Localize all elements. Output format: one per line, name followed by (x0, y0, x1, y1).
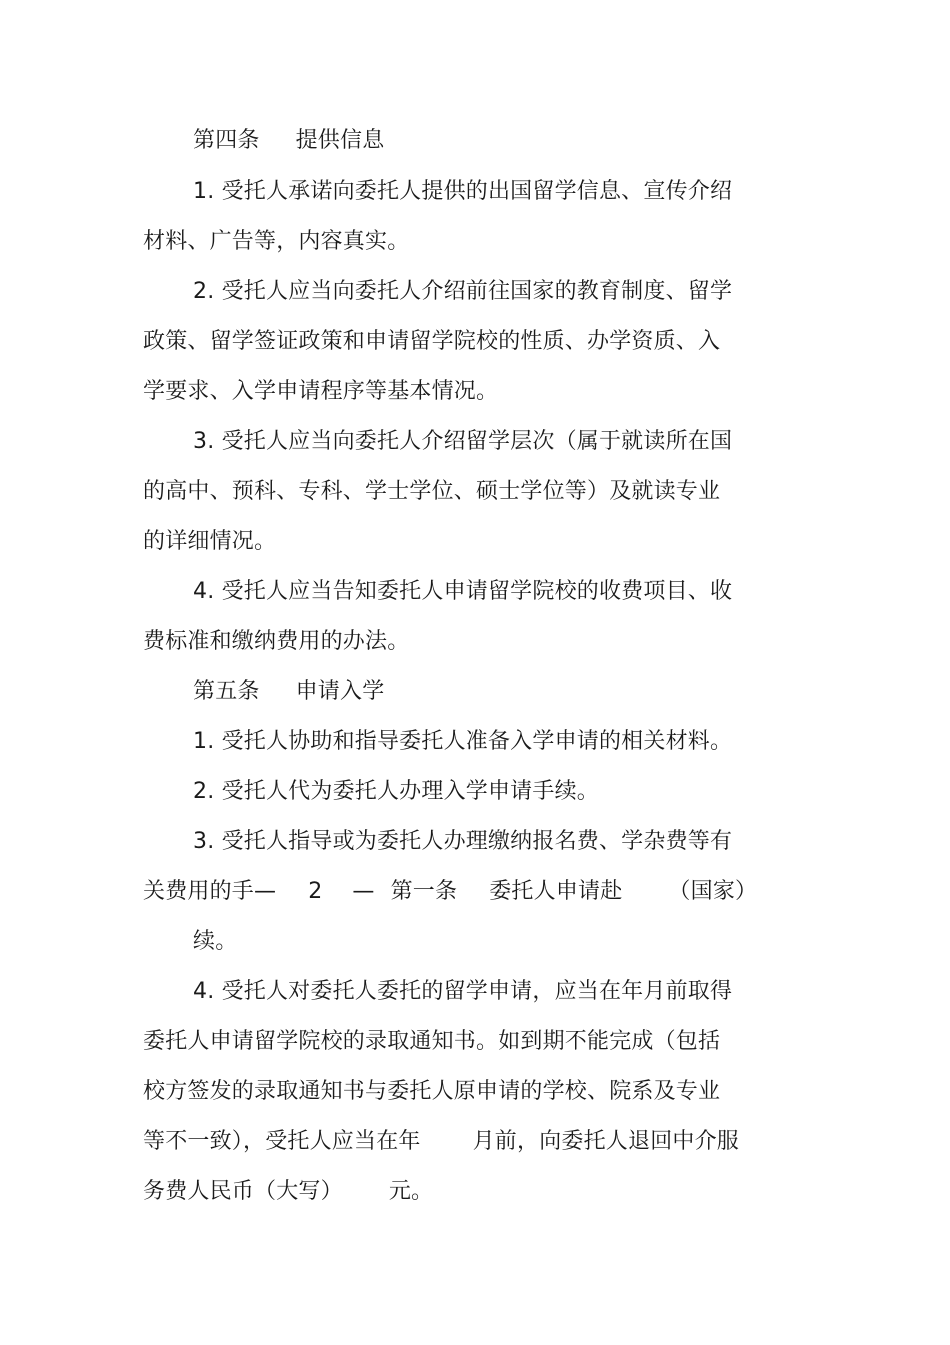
text-fragment: 关费用的手— (143, 879, 277, 904)
paragraph-line: 4. 受托人应当告知委托人申请留学院校的收费项目、收 (193, 579, 733, 604)
text-fragment: 务费人民币（大写） (143, 1179, 343, 1204)
paragraph-line: 2. 受托人应当向委托人介绍前往国家的教育制度、留学 (193, 279, 733, 304)
article-title: 申请入学 (295, 679, 385, 704)
text-fragment: 月前，向委托人退回中介服 (472, 1129, 740, 1154)
paragraph-line: 学要求、入学申请程序等基本情况。 (143, 379, 499, 404)
paragraph-line: 的详细情况。 (143, 529, 277, 554)
paragraph-line: 费标准和缴纳费用的办法。 (143, 629, 410, 654)
paragraph-line: 3. 受托人应当向委托人介绍留学层次（属于就读所在国 (193, 429, 733, 454)
text-fragment: 等不一致），受托人应当在年 (143, 1129, 421, 1154)
text-fragment: 元。 (388, 1179, 434, 1204)
text-fragment: 委托人申请赴 (489, 879, 623, 904)
paragraph-line: 政策、留学签证政策和申请留学院校的性质、办学资质、入 (143, 329, 721, 354)
paragraph-line: 4. 受托人对委托人委托的留学申请，应当在年月前取得 (193, 979, 733, 1004)
dash: — (352, 879, 375, 904)
text-fragment: 第一条 (390, 879, 458, 904)
paragraph-line: 委托人申请留学院校的录取通知书。如到期不能完成（包括 (143, 1029, 721, 1054)
paragraph-line: 1. 受托人承诺向委托人提供的出国留学信息、宣传介绍 (193, 179, 733, 204)
paragraph-line-mixed (143, 1127, 739, 1157)
article-number: 第五条 (193, 679, 260, 704)
text-fragment: （国家） (668, 879, 758, 904)
page-number: 2 (308, 879, 323, 904)
paragraph-line-mixed (143, 877, 757, 907)
article-title: 提供信息 (295, 128, 385, 153)
paragraph-line-mixed (143, 1177, 433, 1207)
paragraph-line: 3. 受托人指导或为委托人办理缴纳报名费、学杂费等有 (193, 829, 733, 854)
article-number: 第四条 (193, 128, 260, 153)
paragraph-line: 续。 (193, 929, 238, 954)
paragraph-line: 2. 受托人代为委托人办理入学申请手续。 (193, 779, 599, 804)
paragraph-line: 校方签发的录取通知书与委托人原申请的学校、院系及专业 (143, 1079, 721, 1104)
paragraph-line: 材料、广告等，内容真实。 (143, 229, 410, 254)
paragraph-line: 的高中、预科、专科、学士学位、硕士学位等）及就读专业 (143, 479, 721, 504)
paragraph-line: 1. 受托人协助和指导委托人准备入学申请的相关材料。 (193, 729, 733, 754)
article-5-heading (193, 677, 384, 707)
article-4-heading (193, 126, 384, 156)
